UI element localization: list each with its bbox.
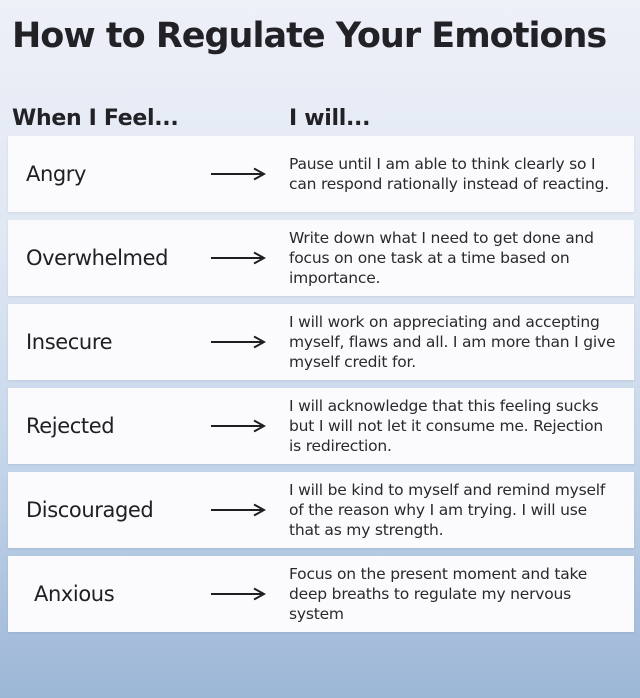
feeling-label: Rejected bbox=[26, 414, 115, 438]
emotion-row-overwhelmed bbox=[8, 220, 634, 296]
emotion-row-angry bbox=[8, 136, 634, 212]
column-header-will: I will... bbox=[289, 106, 371, 131]
action-text: I will work on appreciating and accepting myself, flaws and all. I am more than I give myself credit for. bbox=[289, 313, 616, 371]
emotion-row-insecure bbox=[8, 304, 634, 380]
action-text: Write down what I need to get done and focus on one task at a time based on importance. bbox=[289, 229, 594, 287]
column-header-feel: When I Feel... bbox=[12, 106, 179, 131]
emotion-row-discouraged bbox=[8, 472, 634, 548]
emotion-row-anxious bbox=[8, 556, 634, 632]
right-arrow-icon bbox=[210, 335, 266, 349]
feeling-label: Angry bbox=[26, 162, 87, 186]
feeling-label: Discouraged bbox=[26, 498, 154, 522]
action-text: Pause until I am able to think clearly so I can respond rationally instead of reacting. bbox=[289, 155, 610, 193]
right-arrow-icon bbox=[210, 587, 266, 601]
right-arrow-icon bbox=[210, 251, 266, 265]
action-text: Focus on the present moment and take deep breaths to regulate my nervous system bbox=[289, 565, 588, 623]
page-title: How to Regulate Your Emotions bbox=[12, 16, 607, 56]
right-arrow-icon bbox=[210, 167, 266, 181]
feeling-label: Insecure bbox=[26, 330, 113, 354]
right-arrow-icon bbox=[210, 419, 266, 433]
emotion-row-rejected bbox=[8, 388, 634, 464]
action-text: I will be kind to myself and remind myself of the reason why I am trying. I will use that as my strength. bbox=[289, 481, 606, 539]
emotion-list bbox=[8, 136, 634, 632]
action-text: I will acknowledge that this feeling sucks but I will not let it consume me. Rejection is redirection. bbox=[289, 397, 604, 455]
feeling-label: Anxious bbox=[34, 582, 115, 606]
feeling-label: Overwhelmed bbox=[26, 246, 169, 270]
right-arrow-icon bbox=[210, 503, 266, 517]
